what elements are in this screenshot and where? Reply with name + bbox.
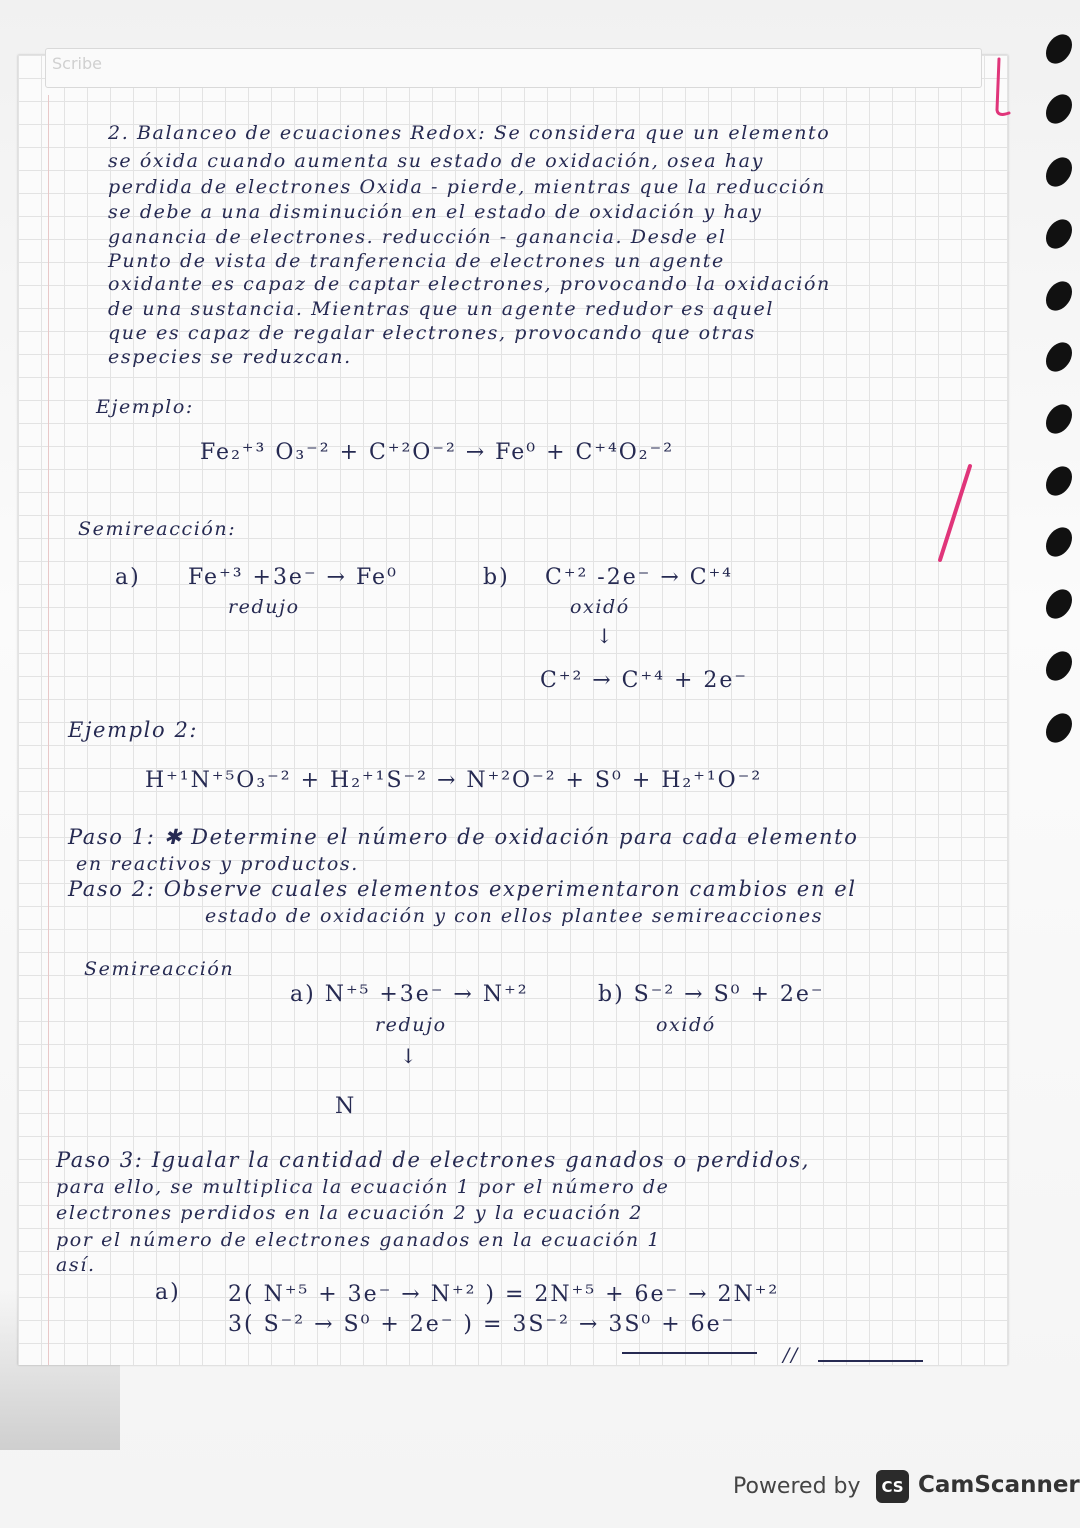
text-line: que es capaz de regalar electrones, provocando que otras [108, 322, 756, 344]
semireaccion-1-b-note: oxidó [570, 596, 630, 618]
underline-mark [622, 1352, 757, 1354]
spiral-ring [1046, 278, 1072, 314]
semireaccion-1-b-equation-2: C⁺² → C⁺⁴ + 2e⁻ [540, 668, 748, 693]
camscanner-logo-icon: CS [876, 1470, 909, 1503]
spiral-ring [1046, 463, 1072, 499]
paso-1-line: Paso 1: ✱ Determine el número de oxidación para cada elemento [68, 825, 859, 849]
arrow-down-icon: ↓ [596, 624, 613, 648]
text-line: perdida de electrones Oxida - pierde, mientras que la reducción [108, 176, 826, 198]
text-line: oxidante es capaz de captar electrones, provocando la oxidación [108, 273, 831, 295]
paso-2-line: Paso 2: Observe cuales elementos experimentaron cambios en el [68, 877, 857, 901]
paso-2-line: estado de oxidación y con ellos plantee semireacciones [205, 905, 824, 927]
semireaccion-1-b-equation: C⁺² -2e⁻ → C⁺⁴ [545, 565, 734, 590]
spiral-ring [1046, 91, 1072, 127]
semireaccion-1-a-equation: Fe⁺³ +3e⁻ → Fe⁰ [188, 565, 398, 590]
underline-mark [818, 1360, 923, 1362]
paso-3-equation-1: 2( N⁺⁵ + 3e⁻ → N⁺² ) = 2N⁺⁵ + 6e⁻ → 2N⁺² [228, 1282, 780, 1307]
paso-3-a-label: a) [155, 1280, 181, 1305]
pink-bracket-mark [985, 55, 1015, 125]
paso-3-line: así. [56, 1254, 96, 1276]
powered-by-text: Powered by [733, 1474, 861, 1499]
semireaccion-1-b-prefix: b) [483, 565, 510, 590]
margin-line [48, 95, 49, 1365]
spiral-ring [1046, 154, 1072, 190]
spiral-ring [1046, 216, 1072, 252]
paso-3-equation-2: 3( S⁻² → S⁰ + 2e⁻ ) = 3S⁻² → 3S⁰ + 6e⁻ [228, 1312, 736, 1337]
paso-3-line: Paso 3: Igualar la cantidad de electrones ganados o perdidos, [56, 1148, 811, 1172]
semireaccion-1-label: Semireacción: [78, 518, 237, 540]
ejemplo-2-equation: H⁺¹N⁺⁵O₃⁻² + H₂⁺¹S⁻² → N⁺²O⁻² + S⁰ + H₂⁺¹O⁻² [145, 768, 763, 793]
spiral-ring [1046, 710, 1072, 746]
text-line: 2. Balanceo de ecuaciones Redox: Se considera que un elemento [108, 122, 831, 144]
text-line: Punto de vista de tranferencia de electrones un agente [108, 250, 725, 272]
spiral-ring [1046, 524, 1072, 560]
semireaccion-1-a-note: redujo [228, 596, 300, 618]
pink-slash-mark [930, 460, 980, 570]
text-line: se óxida cuando aumenta su estado de oxidación, osea hay [108, 150, 764, 172]
text-line: ganancia de electrones. reducción - ganancia. Desde el [108, 226, 727, 248]
paso-3-line: para ello, se multiplica la ecuación 1 por el número de [56, 1176, 670, 1198]
spiral-binding [1030, 30, 1080, 750]
ejemplo-1-equation: Fe₂⁺³ O₃⁻² + C⁺²O⁻² → Fe⁰ + C⁺⁴O₂⁻² [200, 440, 675, 465]
semireaccion-2-b-equation: b) S⁻² → S⁰ + 2e⁻ [598, 982, 825, 1007]
ejemplo-2-label: Ejemplo 2: [68, 718, 199, 742]
spiral-ring [1046, 401, 1072, 437]
spiral-ring [1046, 339, 1072, 375]
camscanner-brand: CamScanner [918, 1472, 1080, 1498]
semireaccion-2-b-note: oxidó [656, 1014, 716, 1036]
text-line: se debe a una disminución en el estado de oxidación y hay [108, 201, 763, 223]
paso-3-line: por el número de electrones ganados en la ecuación 1 [56, 1229, 662, 1251]
spiral-ring [1046, 586, 1072, 622]
text-line: de una sustancia. Mientras que un agente redudor es aquel [108, 298, 775, 320]
semireaccion-2-a-equation: a) N⁺⁵ +3e⁻ → N⁺² [290, 982, 529, 1007]
equal-mark: // [783, 1344, 800, 1366]
ejemplo-1-label: Ejemplo: [96, 396, 194, 418]
semireaccion-2-a-below: N [335, 1094, 357, 1119]
semireaccion-2-a-note: redujo [375, 1014, 447, 1036]
arrow-down-icon: ↓ [400, 1044, 417, 1068]
semireaccion-2-label: Semireacción [84, 958, 235, 980]
spiral-ring [1046, 31, 1072, 67]
paso-3-line: electrones perdidos en la ecuación 2 y la ecuación 2 [56, 1202, 644, 1224]
page-header-bar [45, 48, 982, 88]
semireaccion-1-a-prefix: a) [115, 565, 141, 590]
paso-1-line: en reactivos y productos. [76, 853, 359, 875]
spiral-ring [1046, 648, 1072, 684]
text-line: especies se reduzcan. [108, 346, 352, 368]
scribe-watermark: Scribe [52, 54, 102, 73]
